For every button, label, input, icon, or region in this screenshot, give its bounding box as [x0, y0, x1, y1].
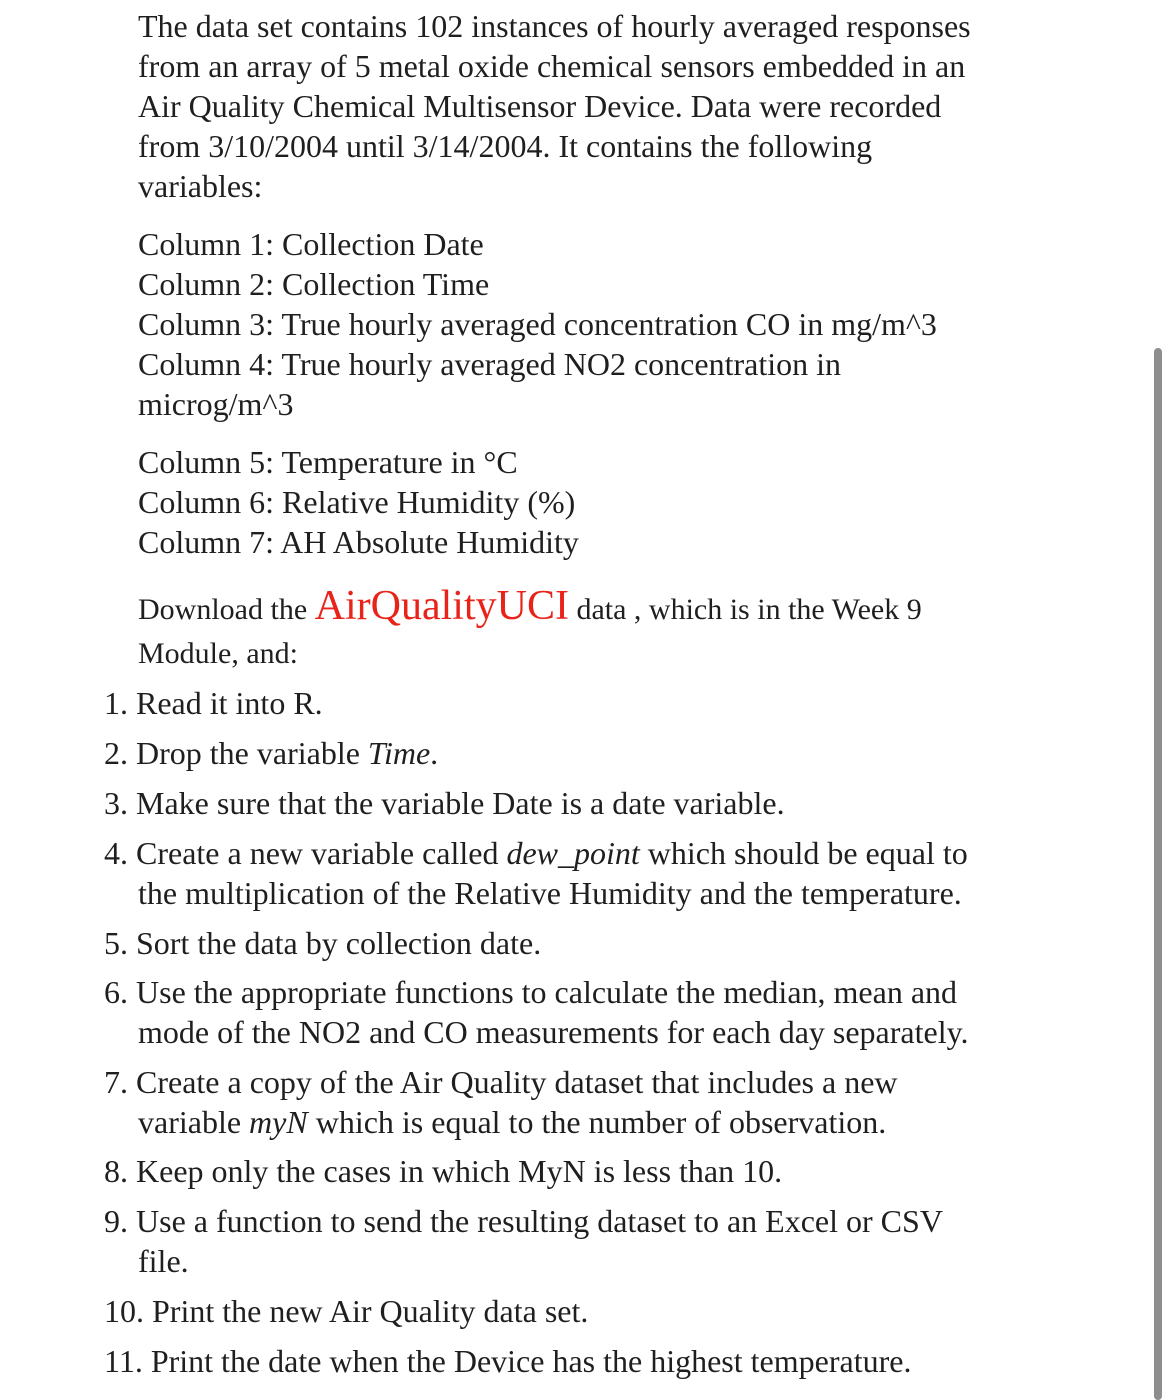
task-item: [104, 1201, 1064, 1281]
task-text-line-2: mode of the NO2 and CO measurements for each day separately.: [138, 1014, 969, 1050]
task-emphasis: dew_point: [506, 835, 640, 871]
task-number: 11.: [104, 1343, 143, 1379]
task-text: which should be equal to: [639, 835, 968, 871]
task-number: 7.: [104, 1064, 128, 1100]
intro-line: from 3/10/2004 until 3/14/2004. It contains the following: [138, 128, 873, 164]
intro-paragraph: [138, 6, 1038, 206]
task-item: [104, 1341, 1064, 1381]
task-item: [104, 1151, 1064, 1191]
task-text: Print the date when the Device has the highest temperature.: [150, 1343, 912, 1379]
column-description: Column 7: AH Absolute Humidity: [138, 524, 579, 560]
task-text: Read it into R.: [136, 685, 323, 721]
task-text: Keep only the cases in which MyN is less than 10.: [136, 1153, 783, 1189]
intro-line: Air Quality Chemical Multisensor Device. Data were recorded: [138, 88, 942, 124]
column-description: Column 3: True hourly averaged concentration CO in mg/m^3: [138, 306, 937, 342]
task-item: [104, 923, 1064, 963]
task-text-line-2: the multiplication of the Relative Humidity and the temperature.: [138, 875, 962, 911]
task-text-line-2: [104, 1102, 1064, 1142]
intro-line: from an array of 5 metal oxide chemical sensors embedded in an: [138, 48, 966, 84]
column-description: Column 1: Collection Date: [138, 226, 484, 262]
task-text: variable: [138, 1104, 250, 1140]
column-description: Column 6: Relative Humidity (%): [138, 484, 576, 520]
download-paragraph: [138, 582, 1038, 674]
task-item: [104, 972, 1064, 1052]
column-description: Column 4: True hourly averaged NO2 concentration in: [138, 346, 841, 382]
task-item: [104, 783, 1064, 823]
task-number: 6.: [104, 974, 128, 1010]
task-number: 8.: [104, 1153, 128, 1189]
task-number: 4.: [104, 835, 128, 871]
task-text: Use the appropriate functions to calculate the median, mean and: [136, 974, 958, 1010]
download-prefix: Download the: [138, 593, 315, 626]
task-text: Use a function to send the resulting dataset to an Excel or CSV: [136, 1203, 943, 1239]
task-number: 3.: [104, 785, 128, 821]
airqualityuci-link[interactable]: AirQualityUCI: [314, 583, 569, 629]
download-line: [138, 582, 1038, 634]
task-text: Print the new Air Quality data set.: [152, 1293, 589, 1329]
intro-line: The data set contains 102 instances of hourly averaged responses: [138, 8, 971, 44]
column-description: microg/m^3: [138, 386, 294, 422]
task-number: 2.: [104, 735, 128, 771]
task-number: 10.: [104, 1293, 144, 1329]
task-number: 5.: [104, 925, 128, 961]
column-description: Column 5: Temperature in °C: [138, 444, 518, 480]
download-suffix: data , which is in the Week 9: [568, 593, 922, 626]
vertical-scrollbar[interactable]: [1154, 348, 1162, 1400]
download-line-2: Module, and:: [138, 637, 298, 670]
task-text: Sort the data by collection date.: [136, 925, 542, 961]
columns-list-a: [138, 224, 1038, 424]
task-item: [104, 733, 1064, 773]
task-item: [104, 1291, 1064, 1331]
task-text: .: [430, 735, 439, 771]
task-item: [104, 683, 1064, 723]
task-item: [104, 1062, 1064, 1142]
task-number: 1.: [104, 685, 128, 721]
task-emphasis: Time: [367, 735, 431, 771]
task-text: Make sure that the variable Date is a date variable.: [136, 785, 785, 821]
task-text: Drop the variable: [136, 735, 368, 771]
task-text: Create a copy of the Air Quality dataset that includes a new: [136, 1064, 898, 1100]
columns-list-b: [138, 442, 1038, 562]
task-text: which is equal to the number of observation.: [307, 1104, 887, 1140]
intro-line: variables:: [138, 168, 263, 204]
task-number: 9.: [104, 1203, 128, 1239]
column-description: Column 2: Collection Time: [138, 266, 490, 302]
task-item: [104, 833, 1064, 913]
task-emphasis: myN: [249, 1104, 308, 1140]
task-text-line-2: file.: [138, 1243, 189, 1279]
task-text: Create a new variable called: [136, 835, 507, 871]
